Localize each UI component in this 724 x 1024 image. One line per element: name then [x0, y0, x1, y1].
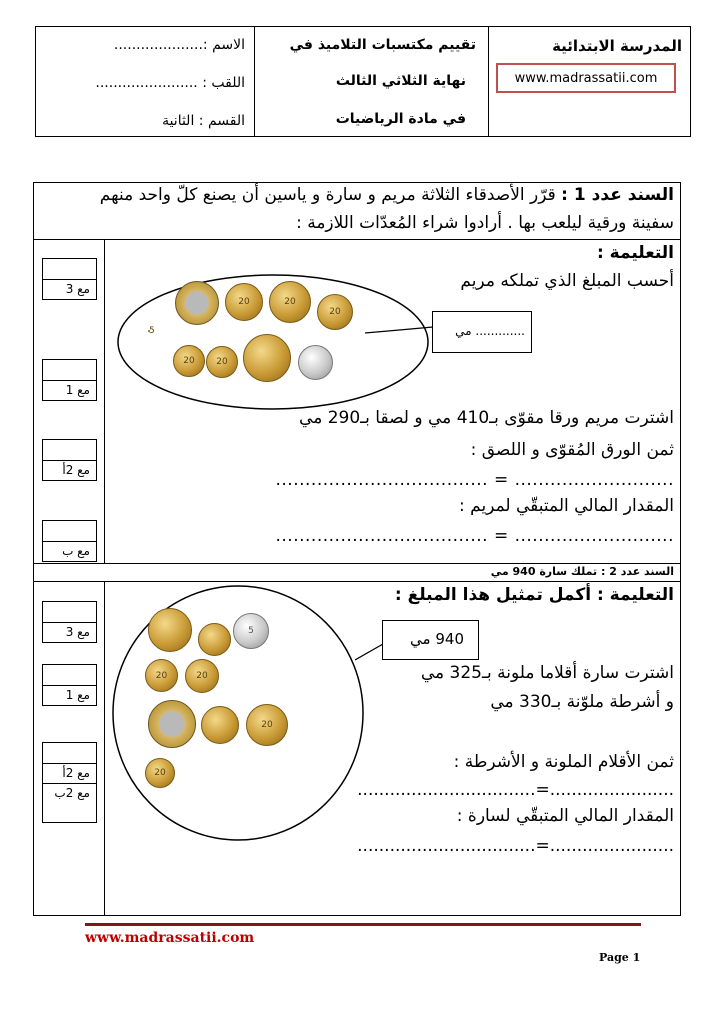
title-line-2: نهاية الثلاثي الثالث: [335, 73, 466, 89]
score-box-s2-3: [42, 742, 97, 823]
title-line-1: تقييم مكتسبات التلاميذ في: [289, 37, 476, 53]
section2-q1: ثمن الأقلام الملونة و الأشرطة :: [453, 752, 674, 772]
divider-intro: [33, 239, 681, 240]
section1-instruction-label: التعليمة :: [596, 243, 674, 263]
section2-instruction: التعليمة : أكمل تمثيل هذا المبلغ :: [394, 585, 674, 605]
coin-label: 20: [238, 297, 250, 307]
score-box-s1-2: [42, 359, 97, 401]
score-label: مع 2أ: [62, 463, 90, 477]
title-line-3: في مادة الرياضيات: [335, 111, 466, 127]
section1-answer-box[interactable]: ............. مي: [432, 311, 532, 353]
section2-heading: السند عدد 2 : تملك سارة 940 مي: [490, 565, 674, 578]
coin-icon: [298, 345, 333, 380]
callout-pointer-2: [355, 640, 385, 662]
coin-icon: 5: [149, 326, 155, 336]
section1-q2-answer[interactable]: ........................... = ....................................: [275, 526, 674, 546]
footer-website[interactable]: www.madrassatii.com: [85, 930, 255, 946]
score-label: مع 1: [65, 383, 90, 397]
coin-label: 20: [329, 307, 341, 317]
coin-icon: [148, 700, 196, 748]
coin-label: 20: [155, 670, 168, 681]
coin-icon: [225, 283, 263, 321]
score-label: مع 3: [65, 282, 90, 296]
coin-label: 5: [248, 626, 254, 636]
section2-q2: المقدار المالي المتبقّي لسارة :: [456, 806, 674, 826]
divider-section2: [33, 563, 681, 564]
footer-rule: [85, 923, 641, 926]
header-divider-1: [254, 27, 255, 136]
section1-intro-line1: [100, 185, 674, 205]
score-box-s1-1: [42, 258, 97, 300]
score-label: مع 2ب: [54, 786, 90, 800]
score-column-divider-1: [104, 239, 105, 563]
score-label: مع ب: [62, 544, 90, 558]
coin-label: 20: [196, 671, 208, 681]
coin-icon: [145, 659, 178, 692]
coin-label: 20: [183, 356, 195, 366]
score-label: مع 1: [65, 688, 90, 702]
coin-icon: [243, 334, 291, 382]
section2-q2-answer[interactable]: .......................=.................................: [357, 836, 674, 856]
coin-icon: [148, 608, 192, 652]
coin-icon: [145, 758, 175, 788]
section1-intro-text: قرّر الأصدقاء الثلاثة مريم و سارة و ياسين أن يصنع كلّ واحد منهم: [99, 185, 556, 205]
coin-icon: [185, 659, 219, 693]
score-box-s2-1: [42, 601, 97, 643]
section1-q2: المقدار المالي المتبقّي لمريم :: [459, 496, 674, 516]
score-box-s1-3: [42, 439, 97, 481]
section1-q1-answer[interactable]: ........................... = ....................................: [275, 470, 674, 490]
coin-icon: [206, 346, 238, 378]
coin-icon: [317, 294, 353, 330]
header-divider-2: [488, 27, 489, 136]
header-table: [35, 26, 691, 137]
coin-label: 20: [216, 357, 228, 367]
score-box-s2-2: [42, 664, 97, 706]
section2-answer-box[interactable]: 940 مي: [382, 620, 479, 660]
page-number: Page 1: [599, 951, 641, 964]
coin-label: 20: [261, 720, 273, 730]
section2-purchase-line2: و أشرطة ملوّنة بـ330 مي: [490, 692, 674, 712]
coin-label: 20: [284, 297, 296, 307]
section1-instruction-text: أحسب المبلغ الذي تملكه مريم: [460, 271, 674, 291]
coin-icon: [246, 704, 288, 746]
divider-section2b: [33, 581, 681, 582]
section1-purchase-text: اشترت مريم ورقا مقوّى بـ410 مي و لصقا بـ290 مي: [299, 408, 674, 428]
section1-heading: السند عدد 1 :: [561, 185, 674, 205]
coin-icon: [173, 345, 205, 377]
coin-icon: [201, 706, 239, 744]
coin-icon: [198, 623, 231, 656]
surname-field[interactable]: اللقب : .......................: [95, 75, 245, 91]
school-name: المدرسة الابتدائية: [552, 37, 682, 55]
coin-icon: [175, 281, 219, 325]
coin-icon: [233, 613, 269, 649]
class-field: القسم : الثانية: [162, 113, 245, 129]
section1-intro-line2: سفينة ورقية ليلعب بها . أرادوا شراء المُعدّات اللازمة :: [296, 213, 674, 233]
header-website[interactable]: www.madrassatii.com: [496, 63, 676, 93]
score-label: مع 3: [65, 625, 90, 639]
section2-purchase-line1: اشترت سارة أقلاما ملونة بـ325 مي: [420, 663, 674, 683]
section2-q1-answer[interactable]: .......................=.................................: [357, 780, 674, 800]
section1-q1: ثمن الورق المُقوّى و اللصق :: [470, 440, 674, 460]
callout-pointer-1: [365, 315, 435, 345]
score-box-s1-4: [42, 520, 97, 562]
score-column-divider-2: [104, 581, 105, 916]
name-field[interactable]: الاسم :....................: [113, 37, 245, 53]
coin-icon: [269, 281, 311, 323]
coin-label: 20: [154, 768, 166, 778]
score-label: مع 2أ: [43, 764, 96, 784]
